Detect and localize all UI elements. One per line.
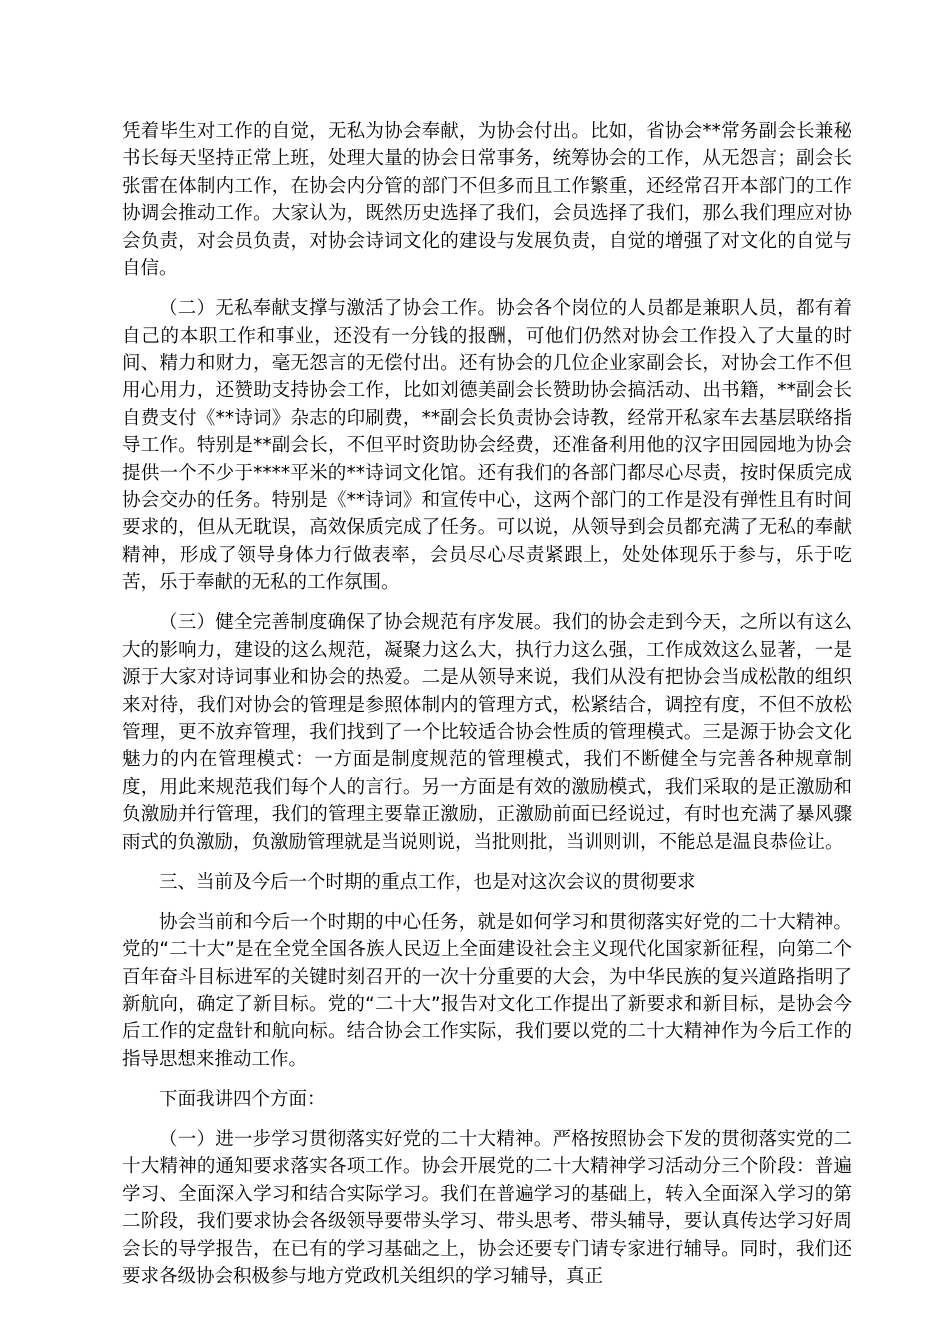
paragraph-section-three: （三）健全完善制度确保了协会规范有序发展。我们的协会走到今天，之所以有这么大的影响力，建设的这么规范，凝聚力这么大，执行力这么强，工作成效这么显著，一是源于大家对诗词事业和协会的热爱。二是从领导来说，我们从没有把协会当成松散的组织来对待，我们对协会的管理是参照体制内的管理方式，松紧结合，调控有度，不但不放松管理，更不放弃管理，我们找到了一个比较适合协会性质的管理模式。三是源于协会文化魅力的内在管理模式：一方面是制度规范的管理模式，我们不断健全与完善各种规章制度，用此来规范我们每个人的言行。另一方面是有效的激励模式，我们采取的是正激励和负激励并行管理，我们的管理主要靠正激励，正激励前面已经说过，有时也充满了暴风骤雨式的负激励，负激励管理就是当说则说，当批则批，当训则训，不能总是温良恭俭让。 bbox=[122, 612, 852, 853]
paragraph-continuation: 凭着毕生对工作的自觉，无私为协会奉献，为协会付出。比如，省协会**常务副会长兼秘书长每天坚持正常上班，处理大量的协会日常事务，统筹协会的工作，从无怨言；副会长张雷在体制内工作，在协会内分管的部门不但多而且工作繁重，还经常召开本部门的工作协调会推动工作。大家认为，既然历史选择了我们，会员选择了我们，那么我们理应对协会负责，对会员负责，对协会诗词文化的建设与发展负责，自觉的增强了对文化的自觉与自信。 bbox=[122, 121, 852, 280]
document-page bbox=[122, 118, 852, 1303]
section-heading-three: 三、当前及今后一个时期的重点工作，也是对这次会议的贯彻要求 bbox=[159, 871, 696, 893]
paragraph-section-two: （二）无私奉献支撑与激活了协会工作。协会各个岗位的人员都是兼职人员，都有着自己的本职工作和事业，还没有一分钱的报酬，可他们仍然对协会工作投入了大量的时间、精力和财力，毫无怨言的无偿付出。还有协会的几位企业家副会长，对协会工作不但用心用力，还赞助支持协会工作，比如刘德美副会长赞助协会搞活动、出书籍，**副会长自费支付《**诗词》杂志的印刷费，**副会长负责协会诗教，经常开私家车去基层联络指导工作。特别是**副会长，不但平时资助协会经费，还准备利用他的汉字田园园地为协会提供一个不少于****平米的**诗词文化馆。还有我们的各部门都尽心尽责，按时保质完成协会交办的任务。特别是《**诗词》和宣传中心，这两个部门的工作是没有弹性且有时间要求的，但从无耽误，高效保质完成了任务。可以说，从领导到会员都充满了无私的奉献精神，形成了领导身体力行做表率，会员尽心尽责紧跟上，处处体现乐于参与，乐于吃苦，乐于奉献的无私的工作氛围。 bbox=[122, 298, 852, 594]
paragraph-central-task: 协会当前和今后一个时期的中心任务，就是如何学习和贯彻落实好党的二十大精神。党的“二十大”是在全党全国各族人民迈上全面建设社会主义现代化国家新征程，向第二个百年奋斗目标进军的关键时刻召开的一次十分重要的大会，为中华民族的复兴道路指明了新航向，确定了新目标。党的“二十大”报告对文化工作提出了新要求和新目标，是协会今后工作的定盘针和航向标。结合协会工作实际，我们要以党的二十大精神作为今后工作的指导思想来推动工作。 bbox=[122, 911, 852, 1070]
paragraph-aspect-one: （一）进一步学习贯彻落实好党的二十大精神。严格按照协会下发的贯彻落实党的二十大精神的通知要求落实各项工作。协会开展党的二十大精神学习活动分三个阶段：普遍学习、全面深入学习和结合实际学习。我们在普遍学习的基础上，转入全面深入学习的第二阶段，我们要求协会各级领导要带头学习、带头思考、带头辅导，要认真传达学习好周会长的导学报告，在已有的学习基础之上，协会还要专门请专家进行辅导。同时，我们还要求各级协会积极参与地方党政机关组织的学习辅导，真正 bbox=[122, 1128, 852, 1287]
paragraph-four-aspects: 下面我讲四个方面： bbox=[159, 1088, 326, 1110]
